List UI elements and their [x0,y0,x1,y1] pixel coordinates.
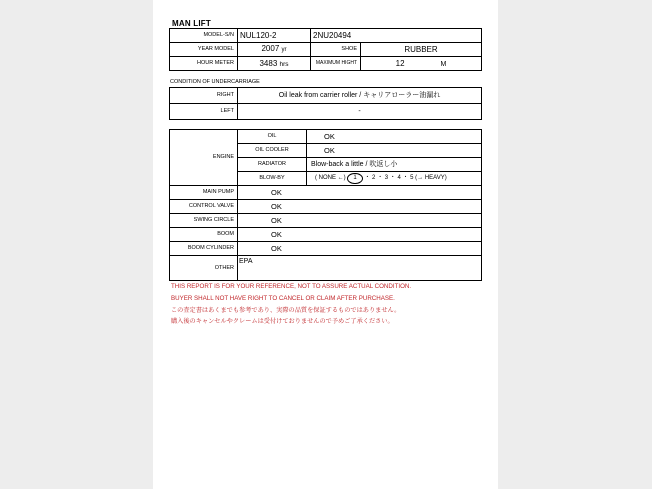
blowby-5: 5 [410,175,414,181]
main-pump-row [170,186,482,200]
left-label: LEFT [170,104,238,120]
boom-cylinder-value: OK [238,242,482,256]
oil-value: OK [307,130,482,144]
disclaimer-line: この査定書はあくまでも参考であり、実際の品質を保証するものではありません。 [171,306,401,314]
hour-label: HOUR METER [170,57,238,71]
boom-cylinder-label: BOOM CYLINDER [170,242,238,256]
disclaimer-notes [171,281,411,328]
engine-label: ENGINE [170,130,238,186]
disclaimer-line: THIS REPORT IS FOR YOUR REFERENCE, NOT TO ASSURE ACTUAL CONDITION. [171,283,412,290]
blowby-scale [307,172,482,186]
boom-row [170,228,482,242]
undercarriage-table [169,87,482,120]
blowby-4: 4 [397,175,401,181]
report-title: MAN LIFT [172,19,211,28]
right-label: RIGHT [170,88,238,104]
disclaimer-line: BUYER SHALL NOT HAVE RIGHT TO CANCEL OR CLAIM AFTER PURCHASE. [171,294,395,302]
hour-unit: hrs [279,60,289,68]
oil-cooler-value: OK [307,144,482,158]
blowby-none: ( NONE ←) [315,175,346,181]
boom-value: OK [238,228,482,242]
model-value: NUL120-2 [238,29,311,43]
blowby-dot: ・ [389,175,396,181]
year-value [238,43,311,57]
main-pump-value: OK [238,186,482,200]
height-value [361,57,482,71]
hour-row [170,57,482,71]
year-unit: yr [281,47,287,53]
machine-info-table [169,28,482,71]
hour-value [238,57,311,71]
engine-oil-row [170,130,482,144]
control-valve-value: OK [238,200,482,214]
swing-circle-label: SWING CIRCLE [170,214,238,228]
swing-circle-row [170,214,482,228]
shoe-label: SHOE [311,43,361,57]
model-label: MODEL-S/N [170,29,238,43]
model-row [170,29,482,43]
year-label: YEAR MODEL [170,43,238,57]
blowby-dot: ・ [402,175,409,181]
height-label: MAXIMUM HIGHT [311,57,361,71]
blowby-heavy: (→ HEAVY) [415,175,447,181]
blowby-3: 3 [384,175,389,181]
left-value: - [238,104,482,120]
boom-cylinder-row [170,242,482,256]
other-label: OTHER [170,256,238,281]
height-number: 12 [395,58,405,68]
blowby-selected-1: 1 [347,173,362,184]
control-valve-row [170,200,482,214]
radiator-label: RADIATOR [238,158,307,172]
other-value: EPA [238,256,482,281]
shoe-value: RUBBER [361,43,482,57]
disclaimer-line: 購入後のキャンセルやクレームは受付けておりませんので予めご了承ください。 [171,318,394,326]
blowby-label: BLOW-BY [238,172,307,186]
other-row [170,256,482,281]
radiator-value: Blow-back a little / 吹返し小 [307,158,482,172]
serial-value: 2NU20494 [311,29,482,43]
boom-label: BOOM [170,228,238,242]
inspection-table [169,129,482,281]
height-unit: M [440,60,447,68]
year-number: 2007 [261,44,280,53]
right-value: Oil leak from carrier roller / キャリアローラー油漏れ [238,88,482,104]
blowby-dot: ・ [377,175,384,181]
report-page [153,0,498,489]
undercarriage-right-row [170,88,482,104]
hour-number: 3483 [259,58,278,68]
swing-circle-value: OK [238,214,482,228]
year-row [170,43,482,57]
main-pump-label: MAIN PUMP [170,186,238,200]
control-valve-label: CONTROL VALVE [170,200,238,214]
undercarriage-heading: CONDITION OF UNDERCARRIAGE [170,79,260,85]
blowby-dot: ・ [364,175,371,181]
oil-cooler-label: OIL COOLER [238,144,307,158]
undercarriage-left-row [170,104,482,120]
oil-label: OIL [238,130,307,144]
blowby-2: 2 [372,175,376,181]
